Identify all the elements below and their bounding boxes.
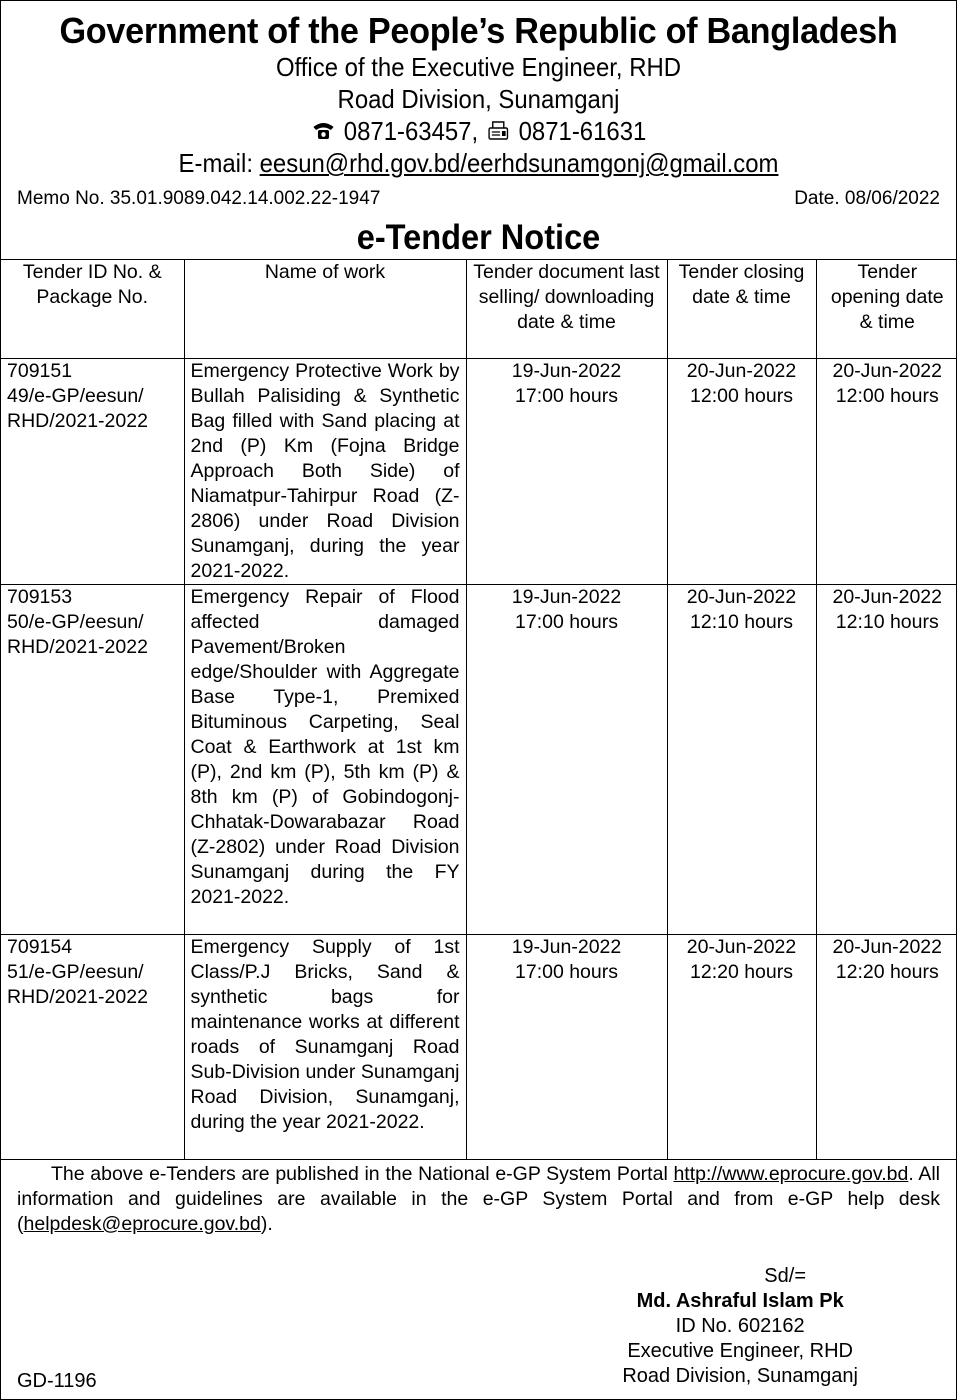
fax-icon (486, 120, 512, 142)
selling-date: 19-Jun-2022 (511, 360, 622, 382)
package-no: 50/e-GP/eesun/ RHD/2021-2022 (7, 611, 148, 658)
opening-cell (816, 585, 957, 935)
header-closing-date: Tender closing date & time (667, 260, 816, 359)
letterhead (1, 1, 956, 179)
closing-date: 20-Jun-2022 (686, 586, 797, 608)
eprocure-portal-link[interactable]: http://www.eprocure.gov.bd (673, 1163, 909, 1185)
selling-time: 17:00 hours (515, 385, 618, 407)
opening-date: 20-Jun-2022 (832, 936, 942, 958)
office-name: Office of the Executive Engineer, RHD (275, 52, 682, 82)
closing-cell (667, 585, 816, 935)
work-description: Emergency Protective Work by Bullah Palisiding & Synthetic Bag filled with Sand placing at 2nd (P) Km (Fojna Bridge Approach Both Side) of Niamatpur-Tahirpur Road (Z-2806) under Road Division Sunamganj, during the year 2021-2022. (184, 359, 466, 585)
closing-time: 12:00 hours (690, 385, 793, 407)
header-tender-id: Tender ID No. & Package No. (1, 260, 184, 359)
publication-note (1, 1160, 956, 1237)
header-selling-date: Tender document last selling/ downloading date & time (466, 260, 667, 359)
tender-id: 709154 (7, 936, 73, 958)
tender-id-cell (1, 585, 184, 935)
signatory-designation: Executive Engineer, RHD (627, 1340, 853, 1362)
table-header-row (1, 260, 957, 359)
closing-date: 20-Jun-2022 (686, 936, 797, 958)
signatory-name: Md. Ashraful Islam Pk (636, 1290, 844, 1312)
note-text-after: ). (260, 1213, 273, 1235)
tender-id: 709153 (7, 586, 73, 608)
signatory-id: ID No. 602162 (675, 1315, 805, 1337)
memo-date: Date. 08/06/2022 (794, 188, 940, 209)
signature-block (622, 1264, 858, 1389)
opening-time: 12:20 hours (835, 961, 939, 983)
signature-sd: Sd/= (764, 1265, 806, 1287)
opening-date: 20-Jun-2022 (832, 586, 942, 608)
opening-time: 12:00 hours (835, 385, 939, 407)
division-name: Road Division, Sunamganj (337, 84, 620, 114)
selling-cell (466, 585, 667, 935)
memo-number: Memo No. 35.01.9089.042.14.002.22-1947 (17, 188, 381, 209)
opening-time: 12:10 hours (835, 611, 939, 633)
notice-title: e-Tender Notice (356, 218, 601, 257)
header-name-of-work: Name of work (184, 260, 466, 359)
note-text-middle: . All information and guidelines are available in the e-GP System Portal and from e-GP help desk ( (17, 1163, 940, 1235)
closing-time: 12:10 hours (690, 611, 793, 633)
email-line (39, 147, 918, 179)
selling-cell (466, 935, 667, 1160)
package-no: 49/e-GP/eesun/ RHD/2021-2022 (7, 385, 148, 432)
closing-time: 12:20 hours (690, 961, 793, 983)
contact-numbers (39, 115, 918, 147)
fax-number: 0871-61631 (518, 116, 647, 146)
phone-number: 0871-63457, (343, 116, 479, 146)
selling-time: 17:00 hours (515, 961, 618, 983)
table-row (1, 935, 957, 1160)
gd-code: GD-1196 (17, 1370, 97, 1392)
tender-id-cell (1, 935, 184, 1160)
table-row (1, 585, 957, 935)
memo-row (1, 187, 956, 211)
opening-cell (816, 359, 957, 585)
government-title: Government of the People’s Republic of Bangladesh (59, 10, 898, 51)
email-label: E-mail: (178, 148, 253, 178)
tender-table (1, 259, 957, 1160)
helpdesk-email-link[interactable]: helpdesk@eprocure.gov.bd (23, 1213, 261, 1235)
selling-cell (466, 359, 667, 585)
selling-time: 17:00 hours (515, 611, 618, 633)
work-description: Emergency Supply of 1st Class/P.J Bricks, Sand & synthetic bags for maintenance works at different roads of Sunamganj Road Sub-Division under Sunamganj Road Division, Sunamganj, during the year 2021-2022. (184, 935, 466, 1160)
note-text-before: The above e-Tenders are published in the National e-GP System Portal (51, 1163, 674, 1185)
package-no: 51/e-GP/eesun/ RHD/2021-2022 (7, 961, 148, 1008)
email-address[interactable]: eesun@rhd.gov.bd/eerhdsunamgonj@gmail.com (259, 148, 779, 178)
opening-date: 20-Jun-2022 (832, 360, 942, 382)
table-row (1, 359, 957, 585)
closing-date: 20-Jun-2022 (686, 360, 797, 382)
header-opening-date: Tender opening date & time (816, 260, 957, 359)
selling-date: 19-Jun-2022 (511, 936, 622, 958)
closing-cell (667, 935, 816, 1160)
selling-date: 19-Jun-2022 (511, 586, 622, 608)
work-description: Emergency Repair of Flood affected damaged Pavement/Broken edge/Shoulder with Aggregate Base Type-1, Premixed Bituminous Carpeting, Seal Coat & Earthwork at 1st km (P), 2nd km (P), 5th km (P) & 8th km (P) of Gobindogonj-Chhatak-Dowarabazar Road (Z-2802) under Road Division Sunamganj during the FY 2021-2022. (184, 585, 466, 935)
tender-id: 709151 (7, 360, 73, 382)
telephone-icon (311, 120, 337, 142)
opening-cell (816, 935, 957, 1160)
signatory-office: Road Division, Sunamganj (622, 1365, 858, 1387)
tender-id-cell (1, 359, 184, 585)
closing-cell (667, 359, 816, 585)
